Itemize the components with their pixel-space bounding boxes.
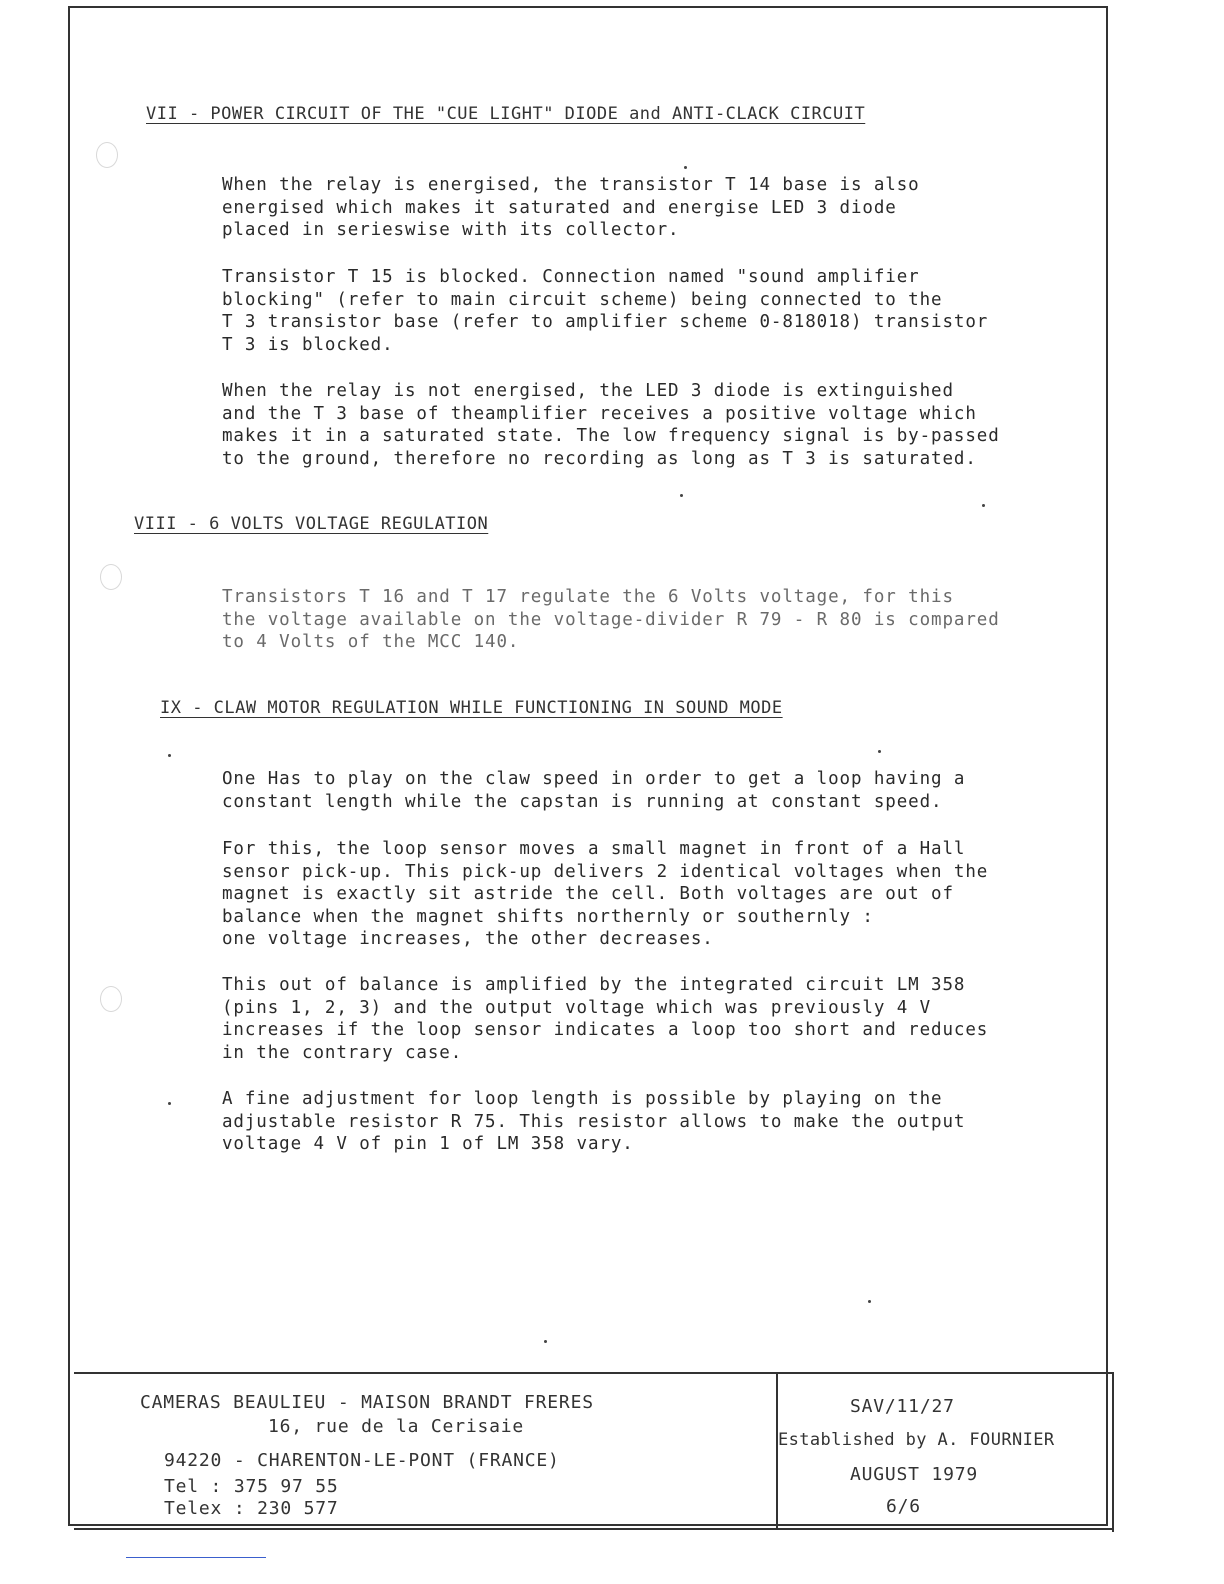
section-heading-vii: VII - POWER CIRCUIT OF THE "CUE LIGHT" DIODE and ANTI-CLACK CIRCUIT (146, 104, 866, 124)
scan-speck (878, 750, 881, 753)
scan-speck (168, 1102, 171, 1105)
bottom-edge-rule (126, 1557, 266, 1558)
section-viii-paragraph-1: Transistors T 16 and T 17 regulate the 6 Volts voltage, for this the voltage available on the voltage-divider R 79 - R 80 is compared to 4 Volts of the MCC 140. (222, 587, 1000, 652)
footer-page-number: 6/6 (886, 1496, 921, 1517)
scan-speck (982, 504, 985, 507)
section-vii-paragraph-3: When the relay is not energised, the LED 3 diode is extinguished and the T 3 base of theamplifier receives a positive voltage which makes it in a saturated state. The low frequency signal is by-passed to the ground, therefore no recording as long as T 3 is saturated. (222, 381, 1000, 469)
footer-telex: Telex : 230 577 (164, 1498, 339, 1519)
section-vii-paragraph-2: Transistor T 15 is blocked. Connection named "sound amplifier blocking" (refer to main circuit scheme) being connected to the T 3 transistor base (refer to amplifier scheme 0-818018) transistor T 3 is blocked. (222, 267, 989, 355)
footer-telephone: Tel : 375 97 55 (164, 1476, 339, 1497)
section-heading-viii: VIII - 6 VOLTS VOLTAGE REGULATION (134, 514, 489, 534)
section-heading-ix: IX - CLAW MOTOR REGULATION WHILE FUNCTIONING IN SOUND MODE (160, 698, 783, 718)
footer-author: Established by A. FOURNIER (778, 1430, 1055, 1450)
punch-hole-mark (100, 564, 122, 590)
section-vii-paragraph-1: When the relay is energised, the transistor T 14 base is also energised which makes it saturated and energise LED 3 diode placed in serieswise with its collector. (222, 175, 920, 240)
footer-city: 94220 - CHARENTON-LE-PONT (FRANCE) (164, 1450, 560, 1471)
footer-reference: SAV/11/27 (850, 1396, 955, 1417)
scan-speck (544, 1340, 547, 1343)
page-border-right-edge (1112, 1372, 1114, 1532)
section-ix-paragraph-2: For this, the loop sensor moves a small magnet in front of a Hall sensor pick-up. This pick-up delivers 2 identical voltages when the magnet is exactly sit astride the cell. Both voltages are out of balance when the magnet shifts northernly or southernly : one voltage increases, the other decreases. (222, 839, 989, 949)
footer-date: AUGUST 1979 (850, 1464, 979, 1485)
footer-bottom-rule (74, 1528, 1114, 1530)
footer-top-rule (74, 1372, 1114, 1374)
punch-hole-mark (96, 142, 118, 168)
footer-divider (776, 1374, 778, 1528)
section-ix-paragraph-3: This out of balance is amplified by the integrated circuit LM 358 (pins 1, 2, 3) and the output voltage which was previously 4 V increases if the loop sensor indicates a loop too short and reduces in the contrary case. (222, 975, 989, 1063)
footer-street-address: 16, rue de la Cerisaie (268, 1416, 525, 1437)
scan-speck (680, 494, 683, 497)
section-ix-paragraph-1: One Has to play on the claw speed in order to get a loop having a constant length while the capstan is running at constant speed. (222, 769, 966, 812)
footer-company-name: CAMERAS BEAULIEU - MAISON BRANDT FRERES (140, 1392, 594, 1413)
section-ix-paragraph-4: A fine adjustment for loop length is possible by playing on the adjustable resistor R 75. This resistor allows to make the output voltage 4 V of pin 1 of LM 358 vary. (222, 1089, 966, 1154)
scan-speck (168, 754, 171, 757)
scan-speck (684, 166, 687, 169)
punch-hole-mark (100, 986, 122, 1012)
scan-speck (868, 1300, 871, 1303)
